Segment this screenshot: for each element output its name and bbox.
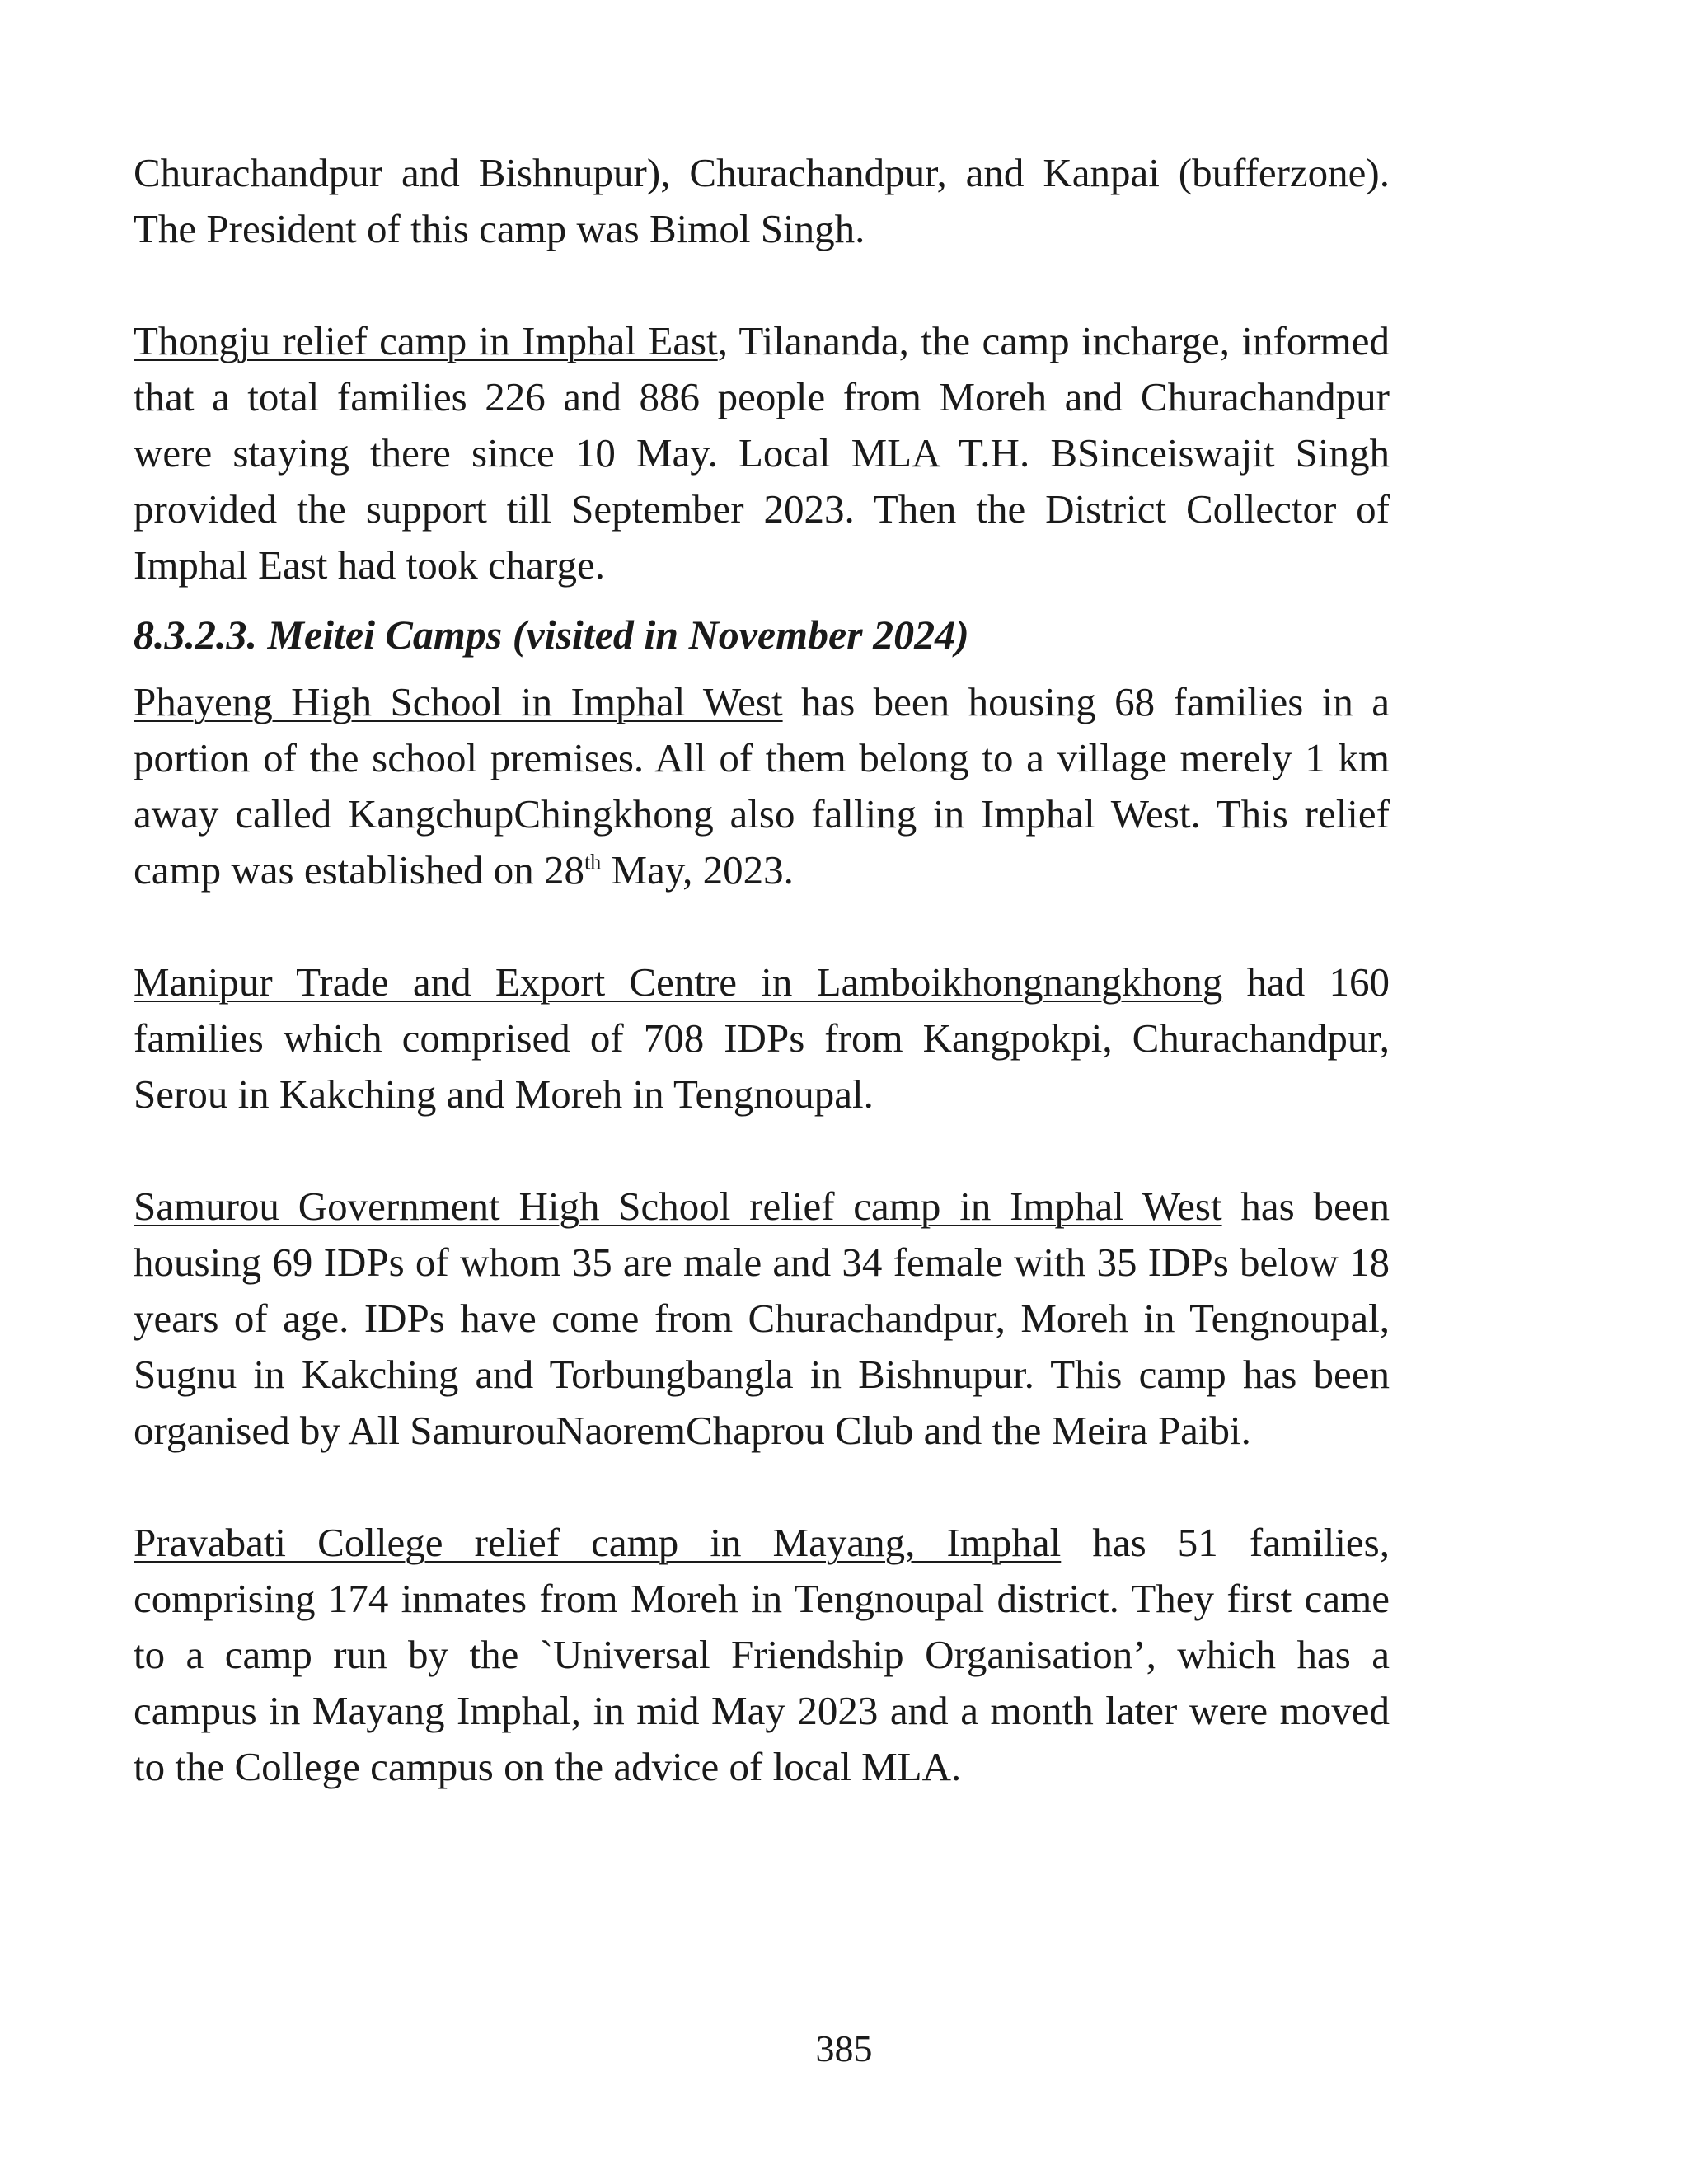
paragraph-kanpai-camp [134, 145, 1390, 257]
paragraph-samurou-camp [134, 1179, 1390, 1459]
camp-name-phayeng: Phayeng High School in Imphal West [134, 679, 783, 724]
paragraph-text: has 51 families, comprising 174 inmates from Moreh in Tengnoupal district. They first came to a camp run by the `Universal Friendship Organisation’, which has a campus in Mayang Imphal, in mid May 2023 and a month later were moved to the College campus on the advice of local MLA. [134, 1520, 1390, 1789]
paragraph-text: Churachandpur and Bishnupur), Churachandpur, and Kanpai (bufferzone). The President of this camp was Bimol Singh. [134, 150, 1390, 251]
paragraph-phayeng-camp [134, 674, 1390, 898]
paragraph-trade-centre-camp [134, 954, 1390, 1122]
page-number: 385 [815, 2027, 873, 2069]
camp-name-pravabati: Pravabati College relief camp in Mayang, Imphal [134, 1520, 1062, 1565]
paragraph-text: , Tilananda, the camp incharge, informed that a total families 226 and 886 people from Moreh and Churachandpur were staying there since 10 May. Local MLA T.H. BSinceiswajit Singh provided the support till September 2023. Then the District Collector of Imphal East had took charge. [134, 318, 1390, 588]
paragraph-text: has been housing 69 IDPs of whom 35 are male and 34 female with 35 IDPs below 18 years of age. IDPs have come from Churachandpur, Moreh in Tengnoupal, Sugnu in Kakching and Torbungbangla in Bishnupur. This camp has been organised by All SamurouNaoremChaprou Club and the Meira Paibi. [134, 1183, 1390, 1453]
paragraph-text: has been housing 68 families in a portion of the school premises. All of them belong to a village merely 1 km away called KangchupChingkhong also falling in Imphal West. This relief camp was established on 28 [134, 679, 1390, 893]
document-body [134, 145, 1390, 1795]
paragraph-text-tail: May, 2023. [601, 847, 794, 893]
ordinal-suffix: th [584, 850, 602, 874]
paragraph-pravabati-camp [134, 1515, 1390, 1795]
paragraph-thongju-camp [134, 313, 1390, 593]
paragraph-text: had 160 families which comprised of 708 IDPs from Kangpokpi, Churachandpur, Serou in Kakching and Moreh in Tengnoupal. [134, 959, 1390, 1117]
camp-name-trade-centre: Manipur Trade and Export Centre in Lamboikhongnangkhong [134, 959, 1223, 1005]
camp-name-samurou: Samurou Government High School relief camp in Imphal West [134, 1183, 1222, 1229]
section-heading: 8.3.2.3. Meitei Camps (visited in November 2024) [134, 612, 969, 658]
camp-name-thongju: Thongju relief camp in Imphal East [134, 318, 718, 363]
